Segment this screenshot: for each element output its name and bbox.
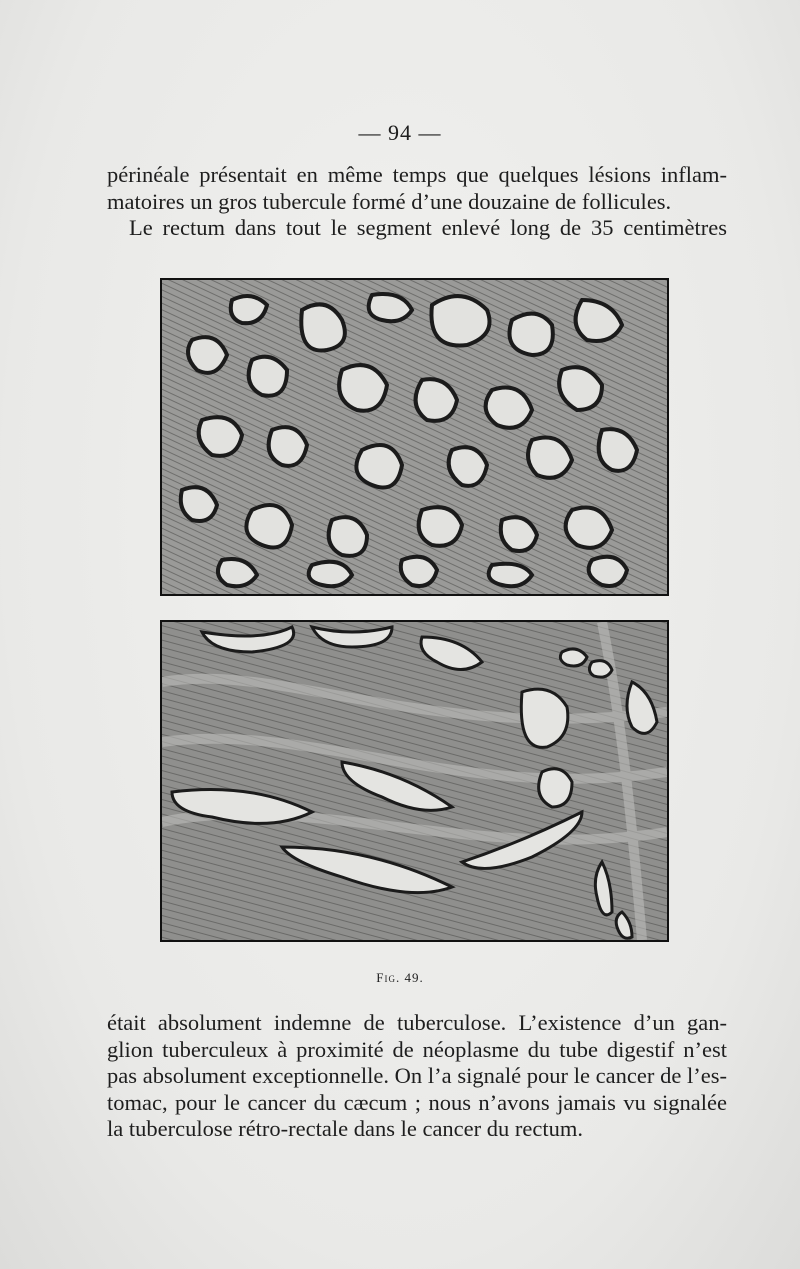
text-line: glion tuberculeux à proximité de néoplasme du tube digestif n’est xyxy=(107,1036,727,1062)
text-line: Le rectum dans tout le segment enlevé long de 35 centimètres xyxy=(129,215,727,240)
figure-caption: Fig. 49. xyxy=(376,970,424,985)
text-line: était absolument indemne de tuberculose. L’existence d’un gan- xyxy=(107,1010,727,1035)
paragraph-top xyxy=(107,162,727,242)
page-number: — 94 — xyxy=(358,120,442,145)
text-line: tomac, pour le cancer du cæcum ; nous n’avons jamais vu signalée xyxy=(107,1089,727,1115)
text-line: la tuberculose rétro-rectale dans le cancer du rectum. xyxy=(107,1116,583,1141)
histology-plate-upper xyxy=(160,278,669,596)
text-line: matoires un gros tubercule formé d’une douzaine de follicules. xyxy=(107,188,672,214)
text-line: pas absolument exceptionnelle. On l’a signalé pour le cancer de l’es- xyxy=(107,1063,727,1088)
text-line: périnéale présentait en même temps que quelques lésions inflam- xyxy=(107,162,727,187)
histology-plate-lower xyxy=(160,620,669,942)
histology-illustration xyxy=(162,622,667,940)
histology-illustration xyxy=(162,280,667,594)
paragraph-bottom xyxy=(107,1010,727,1143)
